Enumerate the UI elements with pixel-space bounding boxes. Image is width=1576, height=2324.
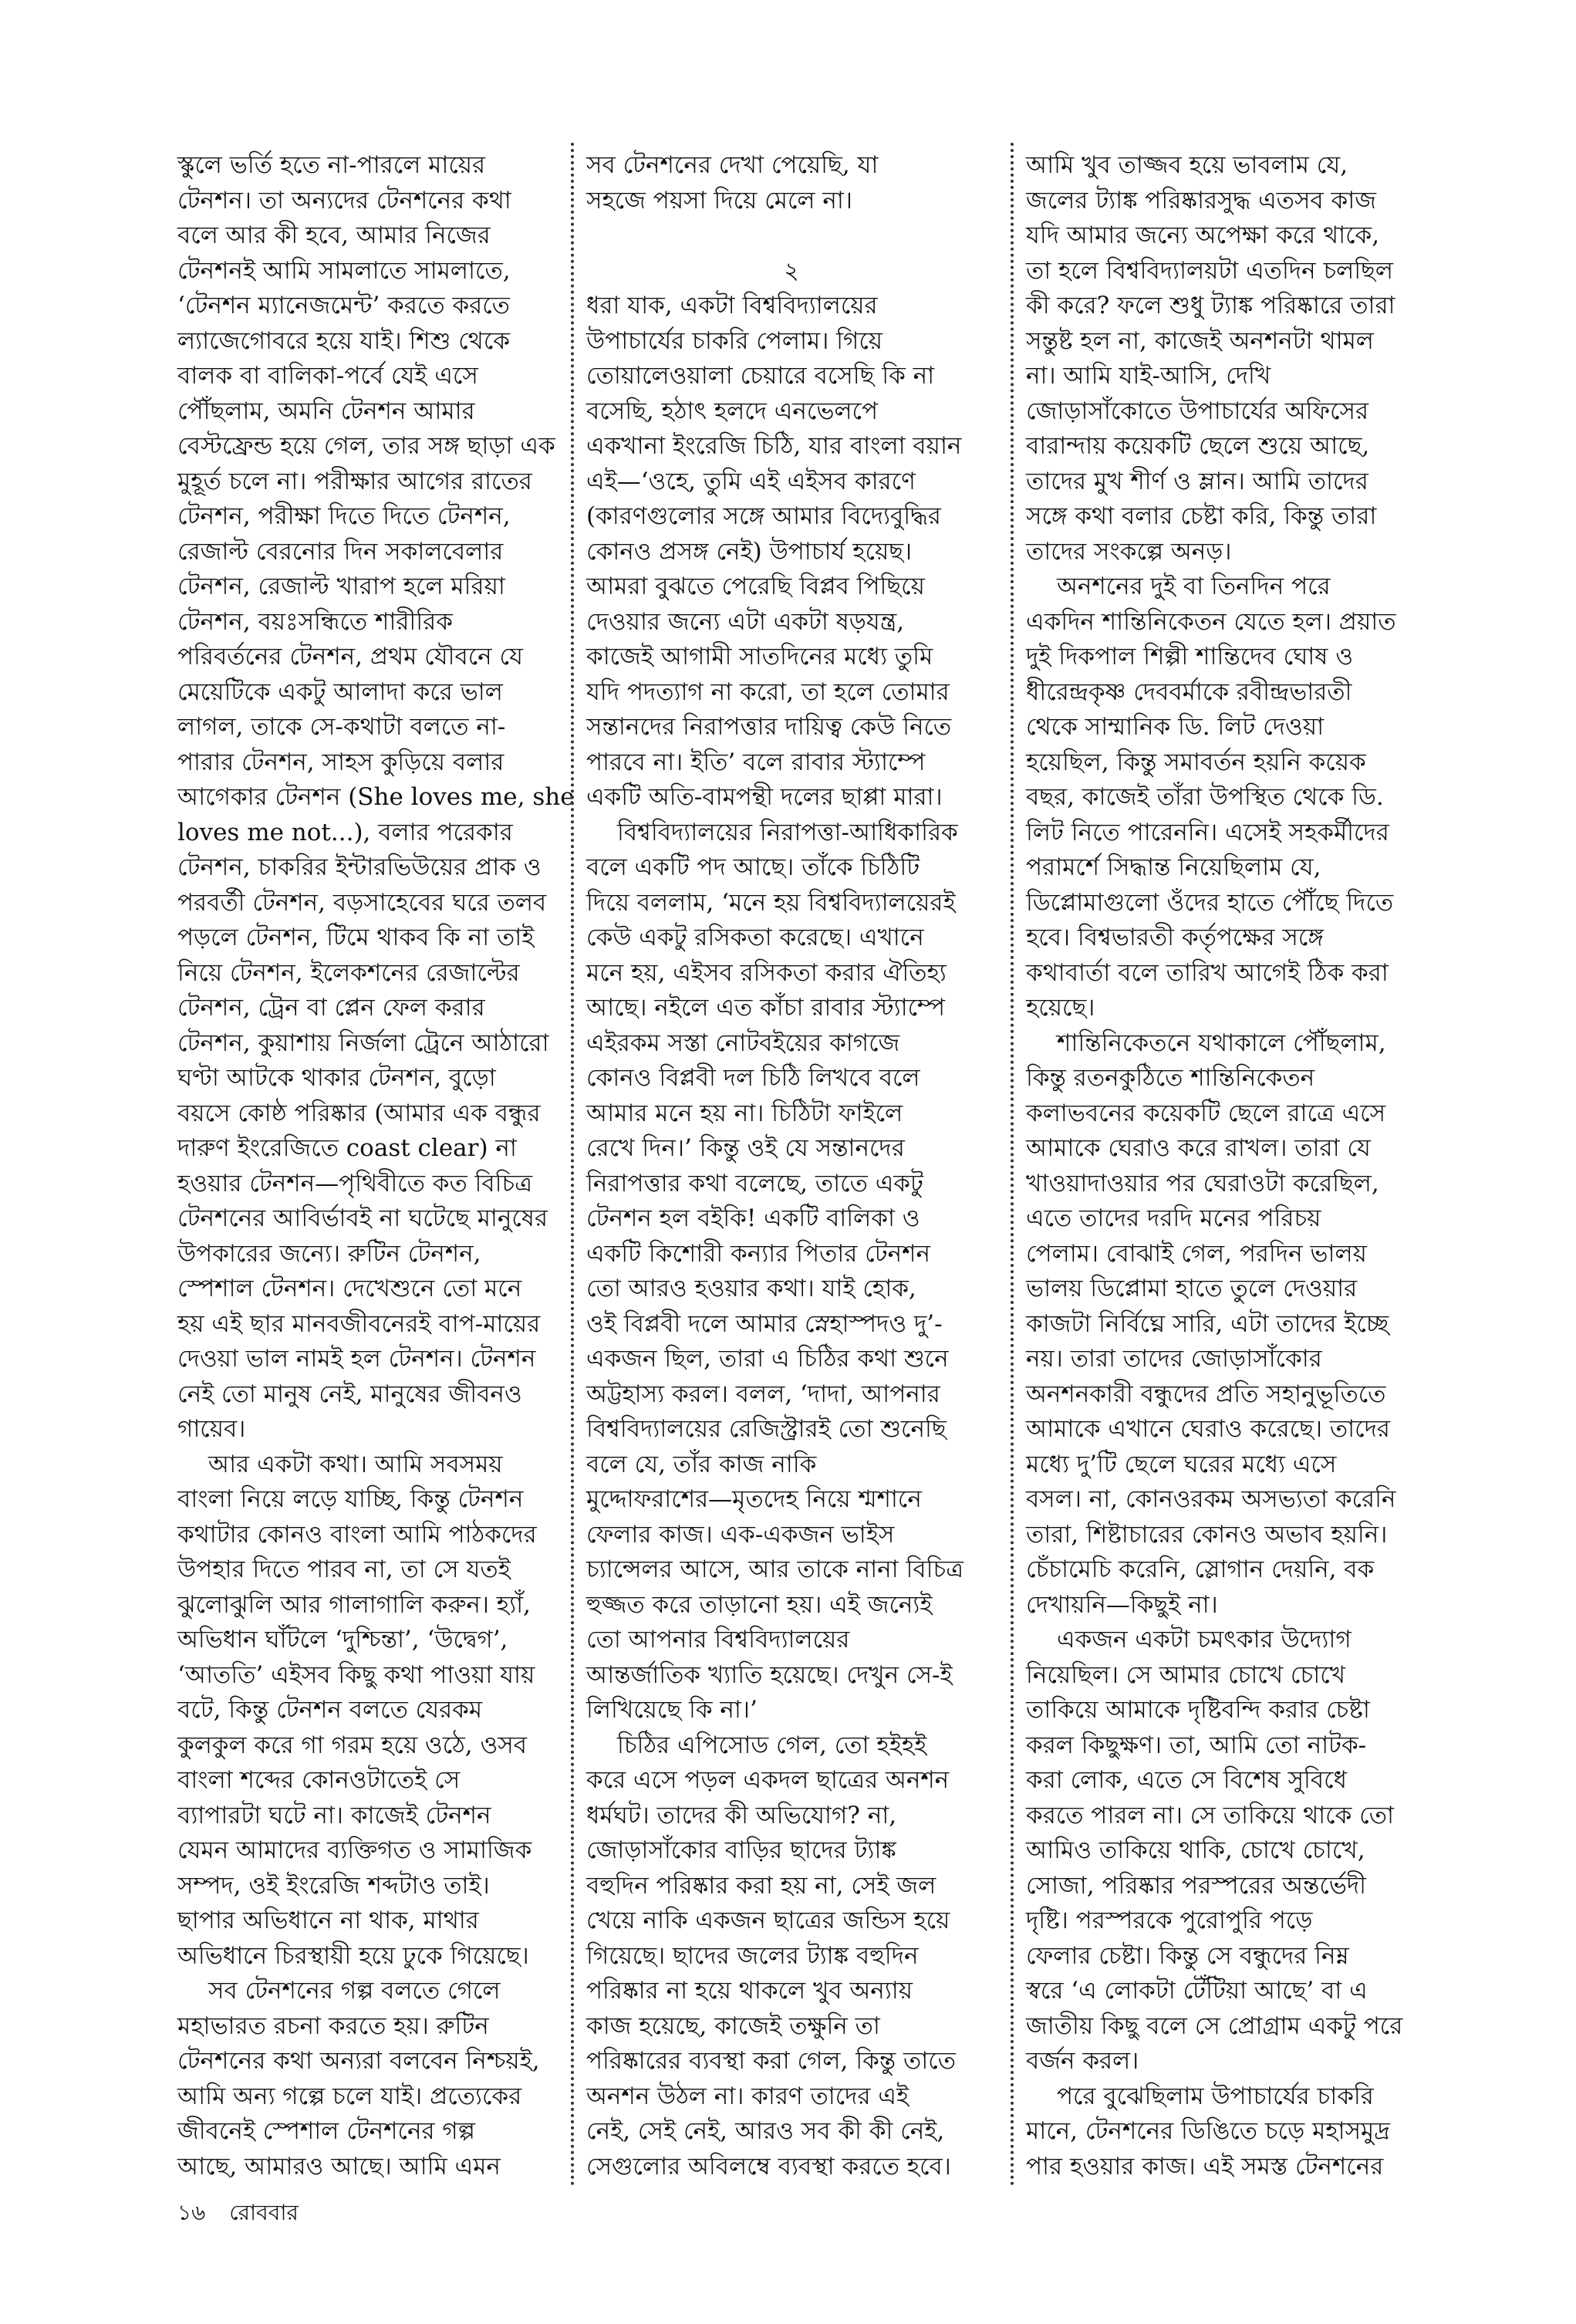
text-line: পরামর্শে সিদ্ধান্ত নিয়েছিলাম যে, [1026, 853, 1321, 881]
text-line: করল কিছুক্ষণ। তা, আমি তো নাটক- [1026, 1731, 1367, 1759]
text-line: একজন ছিল, তারা এ চিঠির কথা শুনে [586, 1345, 949, 1373]
text-line: সব টেনশনের গল্প বলতে গেলে [208, 1977, 501, 2005]
text-line: ওই বিপ্লবী দলে আমার স্নেহাস্পদও দু’- [586, 1309, 943, 1338]
text-line: নিয়েছিল। সে আমার চোখে চোখে [1026, 1660, 1346, 1689]
text-line: ভালয় ডিপ্লোমা হাতে তুলে দেওয়ার [1026, 1275, 1358, 1302]
text-line: জলের ট্যাঙ্ক পরিষ্কারসুদ্ধ এতসব কাজ [1026, 186, 1376, 214]
text-line: টেনশন। তা অন্যদের টেনশনের কথা [177, 186, 511, 214]
text-line: বাংলা নিয়ে লড়ে যাচ্ছি, কিন্তু টেনশন [177, 1485, 524, 1513]
text-line: জোড়াসাঁকোর বাড়ির ছাদের ট্যাঙ্ক [586, 1836, 896, 1864]
text-line: কলাভবনের কয়েকটি ছেলে রাত্রে এসে [1026, 1099, 1386, 1127]
text-line: একজন একটা চমৎকার উদ্যোগ [1057, 1626, 1352, 1653]
text-line: বহুদিন পরিষ্কার করা হয় না, সেই জল [586, 1871, 936, 1900]
text-line: এই—‘ওহে, তুমি এই এইসব কারণে [586, 467, 916, 495]
text-line: নেই তো মানুষ নেই, মানুষের জীবনও [177, 1380, 522, 1408]
text-line: যদি পদত্যাগ না করো, তা হলে তোমার [586, 677, 950, 706]
column-divider [1011, 143, 1014, 2187]
text-line: বিশ্ববিদ্যালয়ের নিরাপত্তা-আধিকারিক [617, 818, 958, 846]
text-line: পার হওয়ার কাজ। এই সমস্ত টেনশনের [1026, 2152, 1384, 2180]
text-line: করে এসে পড়ল একদল ছাত্রের অনশন [586, 1766, 950, 1794]
text-line: রেজাল্ট বেরনোর দিন সকালবেলার [177, 537, 504, 566]
text-line: তাদের সংকল্পে অনড়। [1026, 537, 1232, 566]
text-line: দারুণ ইংরেজিতে coast clear) না [177, 1134, 517, 1162]
text-line: তোয়ালেওয়ালা চেয়ারে বসেছি কি না [586, 362, 935, 390]
text-line: স্কুলে ভর্তি হতে না-পারলে মায়ের [177, 151, 486, 179]
text-line: সহজে পয়সা দিয়ে মেলে না। [586, 186, 852, 214]
text-line: তা হলে বিশ্ববিদ্যালয়টা এতদিন চলছিল [1026, 256, 1394, 285]
text-line: পরিষ্কারের ব্যবস্থা করা গেল, কিন্তু তাতে [586, 2047, 956, 2075]
text-line: লিখিয়েছে কি না।’ [586, 1696, 758, 1724]
text-line: অনশন উঠল না। কারণ তাদের এই [586, 2082, 909, 2110]
text-line: সোজা, পরিষ্কার পরস্পরের অন্তর্ভেদী [1026, 1871, 1367, 1900]
text-line: টেনশন, রেজাল্ট খারাপ হলে মরিয়া [177, 573, 505, 600]
text-line: অনশনের দুই বা তিনদিন পরে [1057, 573, 1331, 600]
text-line: পেলাম। বোঝাই গেল, পরদিন ভালয় [1026, 1239, 1367, 1268]
text-line: পৌঁছলাম, অমনি টেনশন আমার [177, 397, 475, 425]
text-line: ধরা যাক, একটা বিশ্ববিদ্যালয়ের [586, 292, 878, 319]
text-line: সেগুলোর অবিলম্বে ব্যবস্থা করতে হবে। [586, 2152, 951, 2180]
text-line: অভিধান ঘাঁটলে ‘দুশ্চিন্তা’, ‘উদ্বেগ’, [177, 1626, 508, 1653]
text-line: করতে পারল না। সে তাকিয়ে থাকে তো [1026, 1801, 1394, 1829]
text-line: এইরকম সস্তা নোটবইয়ের কাগজে [586, 1029, 900, 1057]
text-line: loves me not...), বলার পরেকার [177, 818, 513, 846]
text-line: বলে যে, তাঁর কাজ নাকি [586, 1450, 817, 1478]
text-line: আছে। নইলে এত কাঁচা রাবার স্ট্যাম্পে [586, 994, 946, 1022]
text-line: গিয়েছে। ছাদের জলের ট্যাঙ্ক বহুদিন [586, 1941, 919, 1970]
text-line: আমি খুব তাজ্জব হয়ে ভাবলাম যে, [1026, 151, 1348, 179]
text-line: দিয়ে বললাম, ‘মনে হয় বিশ্ববিদ্যালয়েরই [586, 888, 956, 917]
text-line: নিয়ে টেনশন, ইলেকশনের রেজাল্টের [177, 958, 520, 987]
text-line: খাওয়াদাওয়ার পর ঘেরাওটা করেছিল, [1026, 1169, 1379, 1197]
text-line: চ্যান্সেলর আসে, আর তাকে নানা বিচিত্র [586, 1556, 964, 1583]
section-number: ২ [784, 257, 799, 285]
text-line: হয় এই ছার মানবজীবনেরই বাপ-মায়ের [177, 1309, 541, 1338]
text-line: দৃষ্টি। পরস্পরকে পুরোপুরি পড়ে [1026, 1907, 1313, 1934]
text-line: দেওয়া ভাল নামই হল টেনশন। টেনশন [177, 1345, 536, 1373]
text-line: কোনও প্রসঙ্গ নেই) উপাচার্য হয়েছ। [586, 537, 913, 566]
text-line: আমার মনে হয় না। চিঠিটা ফাইলে [586, 1099, 903, 1127]
text-line: তো আরও হওয়ার কথা। যাই হোক, [586, 1275, 916, 1302]
text-line: স্পেশাল টেনশন। দেখেশুনে তো মনে [177, 1275, 522, 1302]
text-line: টেনশনের আবির্ভাবই না ঘটেছে মানুষের [177, 1204, 548, 1232]
text-line: ঝুলোঝুলি আর গালাগালি করুন। হ্যাঁ, [177, 1590, 531, 1619]
text-line: হওয়ার টেনশন—পৃথিবীতে কত বিচিত্র [177, 1169, 533, 1197]
text-line: সন্তানদের নিরাপত্তার দায়িত্ব কেউ নিতে [586, 713, 952, 741]
text-line: সন্তুষ্ট হল না, কাজেই অনশনটা থামল [1026, 326, 1374, 355]
text-line: লাগল, তাকে সে-কথাটা বলতে না- [177, 713, 506, 741]
text-line: মহাভারত রচনা করতে হয়। রুটিন [177, 2012, 489, 2040]
text-line: তাদের মুখ শীর্ণ ও ম্লান। আমি তাদের [1026, 467, 1368, 495]
text-line: চেঁচামেচি করেনি, স্লোগান দেয়নি, বক [1026, 1556, 1375, 1583]
text-line: উপহার দিতে পারব না, তা সে যতই [177, 1556, 511, 1583]
text-line: চিঠির এপিসোড গেল, তো হইহই [617, 1731, 927, 1759]
text-line: একদিন শান্তিনিকেতন যেতে হল। প্রয়াত [1026, 607, 1396, 636]
text-line: মেয়েটিকে একটু আলাদা করে ভাল [177, 677, 503, 706]
text-line: মুহূর্ত চলে না। পরীক্ষার আগের রাতের [177, 467, 532, 495]
text-line: একটি অতি-বামপন্থী দলের ছাপ্পা মারা। [586, 783, 943, 811]
text-line: টেনশন, কুয়াশায় নির্জলা ট্রেনে আঠারো [177, 1029, 549, 1057]
text-line: সঙ্গে কথা বলার চেষ্টা করি, কিন্তু তারা [1026, 502, 1377, 530]
text-line: নিরাপত্তার কথা বলেছে, তাতে একটু [586, 1169, 923, 1197]
text-line: হয়েছিল, কিন্তু সমাবর্তন হয়নি কয়েক [1026, 748, 1366, 776]
text-line: তাকিয়ে আমাকে দৃষ্টিবন্দি করার চেষ্টা [1026, 1696, 1370, 1724]
text-line: বলে একটি পদ আছে। তাঁকে চিঠিটি [586, 853, 920, 881]
text-line: কাজ হয়েছে, কাজেই তক্ষুনি তা [586, 2012, 880, 2040]
text-line: করা লোক, এতে সে বিশেষ সুবিধে [1026, 1766, 1348, 1794]
text-line: কিন্তু রতনকুঠিতে শান্তিনিকেতন [1026, 1064, 1315, 1092]
text-line: কাজেই আগামী সাতদিনের মধ্যে তুমি [586, 643, 933, 671]
text-line: ধীরেন্দ্রকৃষ্ণ দেববর্মাকে রবীন্দ্রভারতী [1026, 677, 1352, 706]
text-line: তো আপনার বিশ্ববিদ্যালয়ের [586, 1626, 850, 1653]
text-line: তারা, শিষ্টাচারের কোনও অভাব হয়নি। [1026, 1520, 1388, 1549]
text-line: আর একটা কথা। আমি সবসময় [208, 1450, 503, 1478]
text-line: গায়েব। [177, 1415, 246, 1443]
text-line: মুদ্দোফরাশের—মৃতদেহ নিয়ে শ্মশানে [586, 1485, 922, 1513]
text-line: অট্টহাস্য করল। বলল, ‘দাদা, আপনার [586, 1380, 940, 1408]
text-line: বসেছি, হঠাৎ হলদে এনভেলপে [586, 397, 879, 425]
text-line: এতে তাদের দরদি মনের পরিচয় [1026, 1204, 1321, 1232]
text-line: পরবর্তী টেনশন, বড়সাহেবের ঘরে তলব [177, 888, 547, 917]
text-line: বলে আর কী হবে, আমার নিজের [177, 221, 491, 249]
text-line: পরিষ্কার না হয়ে থাকলে খুব অন্যায় [586, 1977, 913, 2005]
text-line: হবে। বিশ্বভারতী কর্তৃপক্ষের সঙ্গে [1026, 924, 1324, 951]
text-line: টেনশন হল বইকি! একটি বালিকা ও [586, 1204, 920, 1232]
text-line: বটে, কিন্তু টেনশন বলতে যেরকম [177, 1696, 483, 1724]
text-line: ঘণ্টা আটকে থাকার টেনশন, বুড়ো [177, 1064, 496, 1092]
page-number: ১৬ [177, 2200, 206, 2225]
text-line: মধ্যে দু’টি ছেলে ঘরের মধ্যে এসে [1026, 1450, 1337, 1478]
text-line: সব টেনশনের দেখা পেয়েছি, যা [586, 151, 879, 179]
text-line: উপাচার্যের চাকরি পেলাম। গিয়ে [586, 326, 883, 355]
text-line: মনে হয়, এইসব রসিকতা করার ঐতিহ্য [586, 958, 947, 987]
text-line: ব্যাপারটা ঘটে না। কাজেই টেনশন [177, 1801, 491, 1829]
text-line: না। আমি যাই-আসি, দেখি [1026, 362, 1271, 390]
text-line: টেনশন, বয়ঃসন্ধিতে শারীরিক [177, 607, 453, 636]
text-line: লিট নিতে পারেননি। এসেই সহকর্মীদের [1026, 818, 1389, 846]
page-footer [177, 2196, 316, 2232]
text-line: হয়েছে। [1026, 994, 1095, 1022]
text-line: দেখায়নি—কিছুই না। [1026, 1590, 1218, 1619]
text-line: ‘আততি’ এইসব কিছু কথা পাওয়া যায় [177, 1660, 535, 1689]
text-line: পড়লে টেনশন, টিমে থাকব কি না তাই [177, 924, 535, 951]
text-line: মানে, টেনশনের ডিঙিতে চড়ে মহাসমুদ্র [1026, 2117, 1390, 2145]
text-line: বাংলা শব্দের কোনওটাতেই সে [177, 1766, 461, 1794]
text-line: পরিবর্তনের টেনশন, প্রথম যৌবনে যে [177, 643, 523, 671]
text-line: পারার টেনশন, সাহস কুড়িয়ে বলার [177, 748, 505, 776]
text-line: বর্জন করল। [1026, 2047, 1139, 2075]
text-line: আমরা বুঝতে পেরেছি বিপ্লব পিছিয়ে [586, 573, 925, 600]
text-line: আন্তর্জাতিক খ্যাতি হয়েছে। দেখুন সে-ই [586, 1660, 953, 1689]
text-line: নেই, সেই নেই, আরও সব কী কী নেই, [586, 2117, 945, 2145]
text-column-2 [586, 148, 997, 2184]
column-divider [571, 143, 574, 2187]
text-line: জাতীয় কিছু বলে সে প্রোগ্রাম একটু পরে [1026, 2012, 1403, 2040]
text-line: দুই দিকপাল শিল্পী শান্তিদেব ঘোষ ও [1026, 643, 1354, 671]
text-line: অনশনকারী বন্ধুদের প্রতি সহানুভূতিতে [1026, 1380, 1386, 1408]
text-line: নয়। তারা তাদের জোড়াসাঁকোর [1026, 1345, 1322, 1373]
text-line: অভিধানে চিরস্থায়ী হয়ে ঢুকে গিয়েছে। [177, 1941, 529, 1970]
text-line [586, 218, 997, 254]
text-line: ছাপার অভিধানে না থাক, মাথার [177, 1907, 479, 1934]
text-line: যেমন আমাদের ব্যক্তিগত ও সামাজিক [177, 1836, 532, 1864]
text-line: ফেলার কাজ। এক-একজন ভাইস [586, 1520, 895, 1549]
text-column-3 [1026, 148, 1452, 2184]
text-line: পারবে না। ইতি’ বলে রাবার স্ট্যাম্পে [586, 748, 926, 776]
text-line: বারান্দায় কয়েকটি ছেলে শুয়ে আছে, [1026, 432, 1370, 460]
text-line: ধর্মঘট। তাদের কী অভিযোগ? না, [586, 1801, 897, 1829]
text-line: কুলকুল করে গা গরম হয়ে ওঠে, ওসব [177, 1731, 528, 1759]
text-line: টেনশন, ট্রেন বা প্লেন ফেল করার [177, 994, 485, 1022]
text-line: কী করে? ফলে শুধু ট্যাঙ্ক পরিষ্কারে তারা [1026, 292, 1395, 319]
text-line: বেস্টফ্রেন্ড হয়ে গেল, তার সঙ্গ ছাড়া এক [177, 432, 555, 460]
text-line: (কারণগুলোর সঙ্গে আমার বিদ্যেবুদ্ধির [586, 502, 941, 530]
text-line: সম্পদ, ওই ইংরেজি শব্দটাও তাই। [177, 1871, 490, 1900]
text-line: যদি আমার জন্যে অপেক্ষা করে থাকে, [1026, 221, 1380, 249]
text-line: আমাকে এখানে ঘেরাও করেছে। তাদের [1026, 1415, 1390, 1443]
text-line: শান্তিনিকেতনে যথাকালে পৌঁছলাম, [1057, 1029, 1386, 1057]
text-line: ল্যাজেগোবরে হয়ে যাই। শিশু থেকে [177, 326, 510, 355]
text-line: থেকে সাম্মানিক ডি. লিট দেওয়া [1026, 713, 1325, 741]
text-line: কেউ একটু রসিকতা করেছে। এখানে [586, 924, 924, 951]
text-line: কথাবার্তা বলে তারিখ আগেই ঠিক করা [1026, 958, 1389, 987]
text-line: বয়সে কোষ্ঠ পরিষ্কার (আমার এক বন্ধুর [177, 1099, 541, 1127]
text-line: স্বরে ‘এ লোকটা টেঁটিয়া আছে’ বা এ [1026, 1977, 1368, 2005]
text-line: আমাকে ঘেরাও করে রাখল। তারা যে [1026, 1134, 1371, 1162]
text-line: বিশ্ববিদ্যালয়ের রেজিস্ট্রারই তো শুনেছি [586, 1415, 947, 1443]
text-line: আমিও তাকিয়ে থাকি, চোখে চোখে, [1026, 1836, 1365, 1864]
text-line: হুজ্জত করে তাড়ানো হয়। এই জন্যেই [586, 1590, 933, 1619]
text-line: রেখে দিন।’ কিন্তু ওই যে সন্তানদের [586, 1134, 905, 1162]
text-line: আছে, আমারও আছে। আমি এমন [177, 2152, 501, 2180]
text-line: পরে বুঝেছিলাম উপাচার্যের চাকরি [1057, 2082, 1374, 2110]
text-line: দেওয়ার জন্যে এটা একটা ষড়যন্ত্র, [586, 607, 905, 636]
text-line: টেনশনই আমি সামলাতে সামলাতে, [177, 256, 511, 285]
text-line: বছর, কাজেই তাঁরা উপস্থিত থেকে ডি. [1026, 783, 1384, 811]
text-line: জোড়াসাঁকোতে উপাচার্যের অফিসের [1026, 397, 1369, 425]
text-line: টেনশন, পরীক্ষা দিতে দিতে টেনশন, [177, 502, 511, 530]
magazine-name: রোববার [229, 2200, 299, 2225]
text-line: কথাটার কোনও বাংলা আমি পাঠকদের [177, 1520, 537, 1549]
text-line: আগেকার টেনশন (She loves me, she [177, 783, 575, 811]
text-line: কাজটা নির্বিঘ্নে সারি, এটা তাদের ইচ্ছে [1026, 1309, 1389, 1338]
text-line: টেনশন, চাকরির ইন্টারভিউয়ের প্রাক ও [177, 853, 542, 881]
text-column-1 [177, 148, 575, 2184]
text-line: জীবনেই স্পেশাল টেনশনের গল্প [177, 2117, 475, 2145]
text-line: আমি অন্য গল্পে চলে যাই। প্রত্যেকের [177, 2082, 522, 2110]
text-line: বালক বা বালিকা-পর্বে যেই এসে [177, 362, 478, 390]
text-line: একটি কিশোরী কন্যার পিতার টেনশন [586, 1239, 930, 1268]
text-line: টেনশনের কথা অন্যরা বলবেন নিশ্চয়ই, [177, 2047, 540, 2075]
text-line: ডিপ্লোমাগুলো ওঁদের হাতে পৌঁছে দিতে [1026, 888, 1394, 917]
text-line: বসল। না, কোনওরকম অসভ্যতা করেনি [1026, 1485, 1396, 1513]
text-line: ‘টেনশন ম্যানেজমেন্ট’ করতে করতে [177, 292, 510, 319]
text-line: খেয়ে নাকি একজন ছাত্রের জন্ডিস হয়ে [586, 1907, 950, 1934]
text-line: ফেলার চেষ্টা। কিন্তু সে বন্ধুদের নিম্ন [1026, 1941, 1349, 1970]
text-line: একখানা ইংরেজি চিঠি, যার বাংলা বয়ান [586, 432, 962, 460]
text-line: কোনও বিপ্লবী দল চিঠি লিখবে বলে [586, 1064, 920, 1092]
text-line: উপকারের জন্যে। রুটিন টেনশন, [177, 1239, 481, 1268]
